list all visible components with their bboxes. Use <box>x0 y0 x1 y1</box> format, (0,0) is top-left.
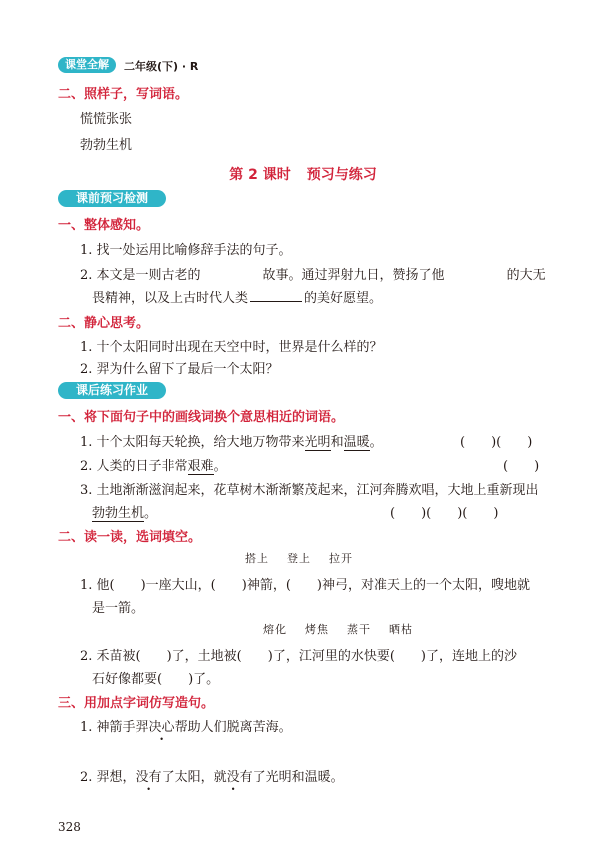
sq2-text-a: 2. 人类的日子非常 <box>80 459 188 474</box>
sq1-answer-parens[interactable]: ( )( ) <box>460 435 533 450</box>
sq1-underlined-1: 光明 <box>304 435 331 450</box>
iq1-text-a: 1. 神箭手羿 <box>80 720 149 735</box>
section-heading-imitate: 三、用加点字词仿写造句。 <box>58 696 215 711</box>
imitate-question-2 <box>80 766 344 785</box>
q2-text-d: 畏精神，以及上古时代人类 <box>92 291 249 306</box>
question-ten-suns: 1. 十个太阳同时出现在天空中时，世界是什么样的？ <box>80 340 383 355</box>
sq3-text-b: 。 <box>144 506 158 521</box>
synonym-question-3-line1: 3. 土地渐渐滋润起来，花草树木渐渐繁茂起来，江河奔腾欢唱，大地上重新现出 <box>80 483 539 498</box>
section-heading-overall: 一、整体感知。 <box>58 218 150 233</box>
q2-text-a: 2. 本文是一则古老的 <box>80 268 201 283</box>
word-bank-1-item: 搭上 <box>245 552 269 565</box>
after-class-pill: 课后练习作业 <box>58 382 166 399</box>
synonym-question-3-line2 <box>92 502 157 521</box>
fill-question-2-line1: 2. 禾苗被( )了，土地被( )了，江河里的水快要( )了，连地上的沙 <box>80 649 517 664</box>
series-badge: 课堂全解 <box>58 57 116 73</box>
word-bank-2-item: 蒸干 <box>347 623 371 636</box>
word-bank-2 <box>254 621 422 637</box>
fill-question-1-line1: 1. 他( )一座大山，( )神箭，( )神弓，对准天上的一个太阳，嗖地就 <box>80 578 530 593</box>
section-heading-fill-words: 二、读一读，选词填空。 <box>58 530 202 545</box>
question-metaphor: 1. 找一处运用比喻修辞手法的句子。 <box>80 243 292 258</box>
imitate-question-1 <box>80 716 292 735</box>
q2-text-c: 的大无 <box>506 268 546 283</box>
iq2-dotted-word-1: 没有 <box>135 770 162 785</box>
page-number: 328 <box>58 820 81 834</box>
example-word-1: 慌慌张张 <box>80 112 133 127</box>
word-bank-1 <box>236 550 362 566</box>
answer-blank-line[interactable] <box>250 289 302 302</box>
synonym-question-2 <box>80 455 227 474</box>
grade-label: 二年级(下) · R <box>124 60 199 73</box>
section-heading-synonyms: 一、将下面句子中的画线词换个意思相近的词语。 <box>58 410 345 425</box>
lesson-title <box>0 164 606 184</box>
preview-check-pill: 课前预习检测 <box>58 190 166 207</box>
section-heading-example-words: 二、照样子，写词语。 <box>58 87 189 102</box>
fill-question-2-line2: 石好像都要( )了。 <box>92 672 220 687</box>
q2-text-e: 的美好愿望。 <box>304 291 383 306</box>
iq1-dotted-word: 决心 <box>148 720 175 735</box>
lesson-name: 预习与练习 <box>306 167 377 183</box>
sq1-text-a: 1. 十个太阳每天轮换，给大地万物带来 <box>80 435 305 450</box>
question-story-line2 <box>92 287 382 306</box>
word-bank-2-item: 熔化 <box>263 623 287 636</box>
sq1-text-b: 和 <box>330 435 344 450</box>
sq3-answer-parens[interactable]: ( )( )( ) <box>390 506 499 521</box>
example-word-2: 勃勃生机 <box>80 138 133 153</box>
sq2-underlined: 艰难 <box>187 459 214 474</box>
section-heading-think: 二、静心思考。 <box>58 316 150 331</box>
iq2-text-c: 了光明和温暖。 <box>252 770 344 785</box>
iq2-text-b: 了太阳， <box>161 770 214 785</box>
iq1-text-b: 帮助人们脱离苦海。 <box>174 720 292 735</box>
word-bank-2-item: 晒枯 <box>389 623 413 636</box>
sq2-text-b: 。 <box>213 459 227 474</box>
synonym-question-1 <box>80 431 383 450</box>
fill-question-1-line2: 是一箭。 <box>92 601 145 616</box>
sq1-text-c: 。 <box>369 435 383 450</box>
question-last-sun: 2. 羿为什么留下了最后一个太阳？ <box>80 362 279 377</box>
sq3-underlined: 勃勃生机 <box>92 506 145 521</box>
iq2-dotted-word-2: 就没有 <box>213 770 253 785</box>
word-bank-1-item: 登上 <box>287 552 311 565</box>
word-bank-2-item: 烤焦 <box>305 623 329 636</box>
question-story-line1 <box>80 264 546 283</box>
lesson-number: 第 2 课时 <box>229 167 291 183</box>
q2-text-b: 故事。通过羿射九日，赞扬了他 <box>262 268 445 283</box>
sq1-underlined-2: 温暖 <box>343 435 370 450</box>
iq2-text-a: 2. 羿想， <box>80 770 136 785</box>
sq2-answer-parens[interactable]: ( ) <box>503 459 540 474</box>
word-bank-1-item: 拉开 <box>329 552 353 565</box>
